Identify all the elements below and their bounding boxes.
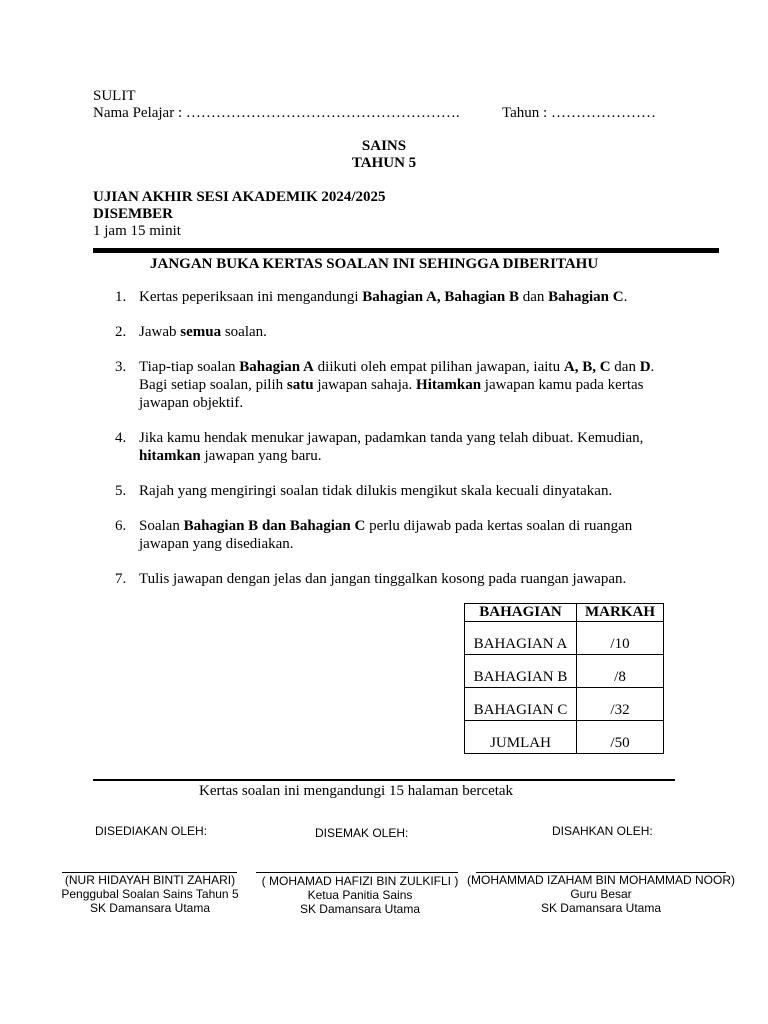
instruction-emphasis: Bahagian C bbox=[548, 289, 624, 305]
instruction-text: dan bbox=[610, 359, 640, 375]
instruction-item bbox=[93, 517, 673, 553]
instruction-text: Soalan bbox=[139, 518, 184, 534]
instruction-emphasis: hitamkan bbox=[139, 448, 201, 464]
instruction-item bbox=[93, 482, 673, 500]
signatory-role: Ketua Panitia Sains bbox=[307, 888, 413, 902]
instruction-number: 7. bbox=[115, 571, 127, 587]
instruction-text: . bbox=[623, 289, 628, 305]
instruction-text: jawapan kamu pada kertas jawapan objektif. bbox=[139, 377, 644, 411]
instruction-emphasis: Bahagian A, Bahagian B bbox=[362, 289, 519, 305]
marks-cell: /8 bbox=[577, 655, 664, 688]
signature-block-reviewed bbox=[250, 874, 470, 916]
instruction-text: Tulis jawapan dengan jelas dan jangan tinggalkan kosong pada ruangan jawapan. bbox=[139, 571, 627, 587]
section-cell: BAHAGIAN B bbox=[465, 655, 577, 688]
instruction-item bbox=[93, 570, 673, 588]
instruction-text: Kertas peperiksaan ini mengandungi bbox=[139, 289, 363, 305]
section-cell: JUMLAH bbox=[465, 721, 577, 754]
instruction-text: Rajah yang mengiringi soalan tidak dilukis mengikut skala kecuali dinyatakan. bbox=[139, 483, 613, 499]
page-count-note: Kertas soalan ini mengandungi 15 halaman bercetak bbox=[199, 783, 514, 799]
signatory-name: (MOHAMMAD IZAHAM BIN MOHAMMAD NOOR) bbox=[467, 873, 735, 887]
exam-month: DISEMBER bbox=[93, 206, 174, 222]
instruction-emphasis: Hitamkan bbox=[416, 377, 482, 393]
signature-line-reviewed bbox=[256, 872, 458, 873]
instruction-emphasis: Bahagian A bbox=[239, 359, 314, 375]
confidential-label: SULIT bbox=[93, 88, 136, 104]
signature-block-approved bbox=[466, 873, 736, 915]
warning-text: JANGAN BUKA KERTAS SOALAN INI SEHINGGA DIBERITAHU bbox=[150, 256, 599, 272]
instruction-number: 1. bbox=[115, 289, 127, 305]
instruction-text: . Bagi setiap soalan, pilih bbox=[139, 359, 655, 393]
instruction-item bbox=[93, 288, 673, 306]
subject-year: TAHUN 5 bbox=[351, 155, 417, 171]
footer-divider bbox=[93, 779, 675, 781]
subject-title: SAINS bbox=[361, 138, 407, 154]
instruction-item bbox=[93, 429, 673, 465]
instruction-number: 6. bbox=[115, 518, 127, 534]
instruction-text: Tiap-tiap soalan bbox=[139, 359, 240, 375]
marks-table bbox=[464, 603, 664, 754]
section-cell: BAHAGIAN A bbox=[465, 622, 577, 655]
instruction-emphasis: satu bbox=[286, 377, 314, 393]
year-field: Tahun : ………………… bbox=[502, 105, 656, 121]
signatory-name: (NUR HIDAYAH BINTI ZAHARI) bbox=[64, 873, 236, 887]
marks-cell: /50 bbox=[577, 721, 664, 754]
instruction-item bbox=[93, 358, 673, 412]
marks-table-header bbox=[465, 604, 664, 622]
instruction-text: dan bbox=[519, 289, 549, 305]
instruction-number: 3. bbox=[115, 359, 127, 375]
section-cell: BAHAGIAN C bbox=[465, 688, 577, 721]
instruction-item bbox=[93, 323, 673, 341]
instruction-text: jawapan sahaja. bbox=[313, 377, 417, 393]
table-row bbox=[465, 688, 664, 721]
marks-header-marks: MARKAH bbox=[577, 604, 664, 622]
marks-cell: /32 bbox=[577, 688, 664, 721]
signatory-role: Guru Besar bbox=[570, 887, 632, 901]
signatory-role: Penggubal Soalan Sains Tahun 5 bbox=[61, 887, 239, 901]
signatory-school: SK Damansara Utama bbox=[299, 902, 421, 916]
instruction-number: 5. bbox=[115, 483, 127, 499]
reviewed-by-label: DISEMAK OLEH: bbox=[315, 826, 409, 840]
instruction-text: Jika kamu hendak menukar jawapan, padamkan tanda yang telah dibuat. Kemudian, bbox=[139, 430, 644, 446]
marks-header-section: BAHAGIAN bbox=[465, 604, 577, 622]
signatory-school: SK Damansara Utama bbox=[540, 901, 662, 915]
table-row bbox=[465, 655, 664, 688]
marks-cell: /10 bbox=[577, 622, 664, 655]
signature-block-prepared bbox=[50, 873, 250, 915]
instruction-number: 2. bbox=[115, 324, 127, 340]
instruction-emphasis: semua bbox=[180, 324, 222, 340]
header-divider bbox=[93, 248, 719, 253]
approved-by-label: DISAHKAN OLEH: bbox=[552, 824, 653, 838]
instruction-text: jawapan yang baru. bbox=[200, 448, 322, 464]
instructions-list bbox=[93, 288, 673, 605]
exam-title: UJIAN AKHIR SESI AKADEMIK 2024/2025 bbox=[93, 189, 386, 205]
signatory-name: ( MOHAMAD HAFIZI BIN ZULKIFLI ) bbox=[261, 874, 459, 888]
instruction-text: perlu dijawab pada kertas soalan di ruangan jawapan yang disediakan. bbox=[139, 518, 633, 552]
table-row bbox=[465, 622, 664, 655]
instruction-number: 4. bbox=[115, 430, 127, 446]
exam-duration: 1 jam 15 minit bbox=[93, 223, 181, 239]
instruction-emphasis: A, B, C bbox=[563, 359, 611, 375]
prepared-by-label: DISEDIAKAN OLEH: bbox=[95, 824, 208, 838]
instruction-text: diikuti oleh empat pilihan jawapan, iaitu bbox=[313, 359, 564, 375]
instruction-emphasis: Bahagian B dan Bahagian C bbox=[183, 518, 366, 534]
table-row bbox=[465, 721, 664, 754]
instruction-text: soalan. bbox=[221, 324, 267, 340]
signatory-school: SK Damansara Utama bbox=[89, 901, 211, 915]
instruction-text: Jawab bbox=[139, 324, 181, 340]
instruction-emphasis: D bbox=[639, 359, 651, 375]
student-name-field: Nama Pelajar : ………………………………………………. bbox=[93, 105, 460, 121]
